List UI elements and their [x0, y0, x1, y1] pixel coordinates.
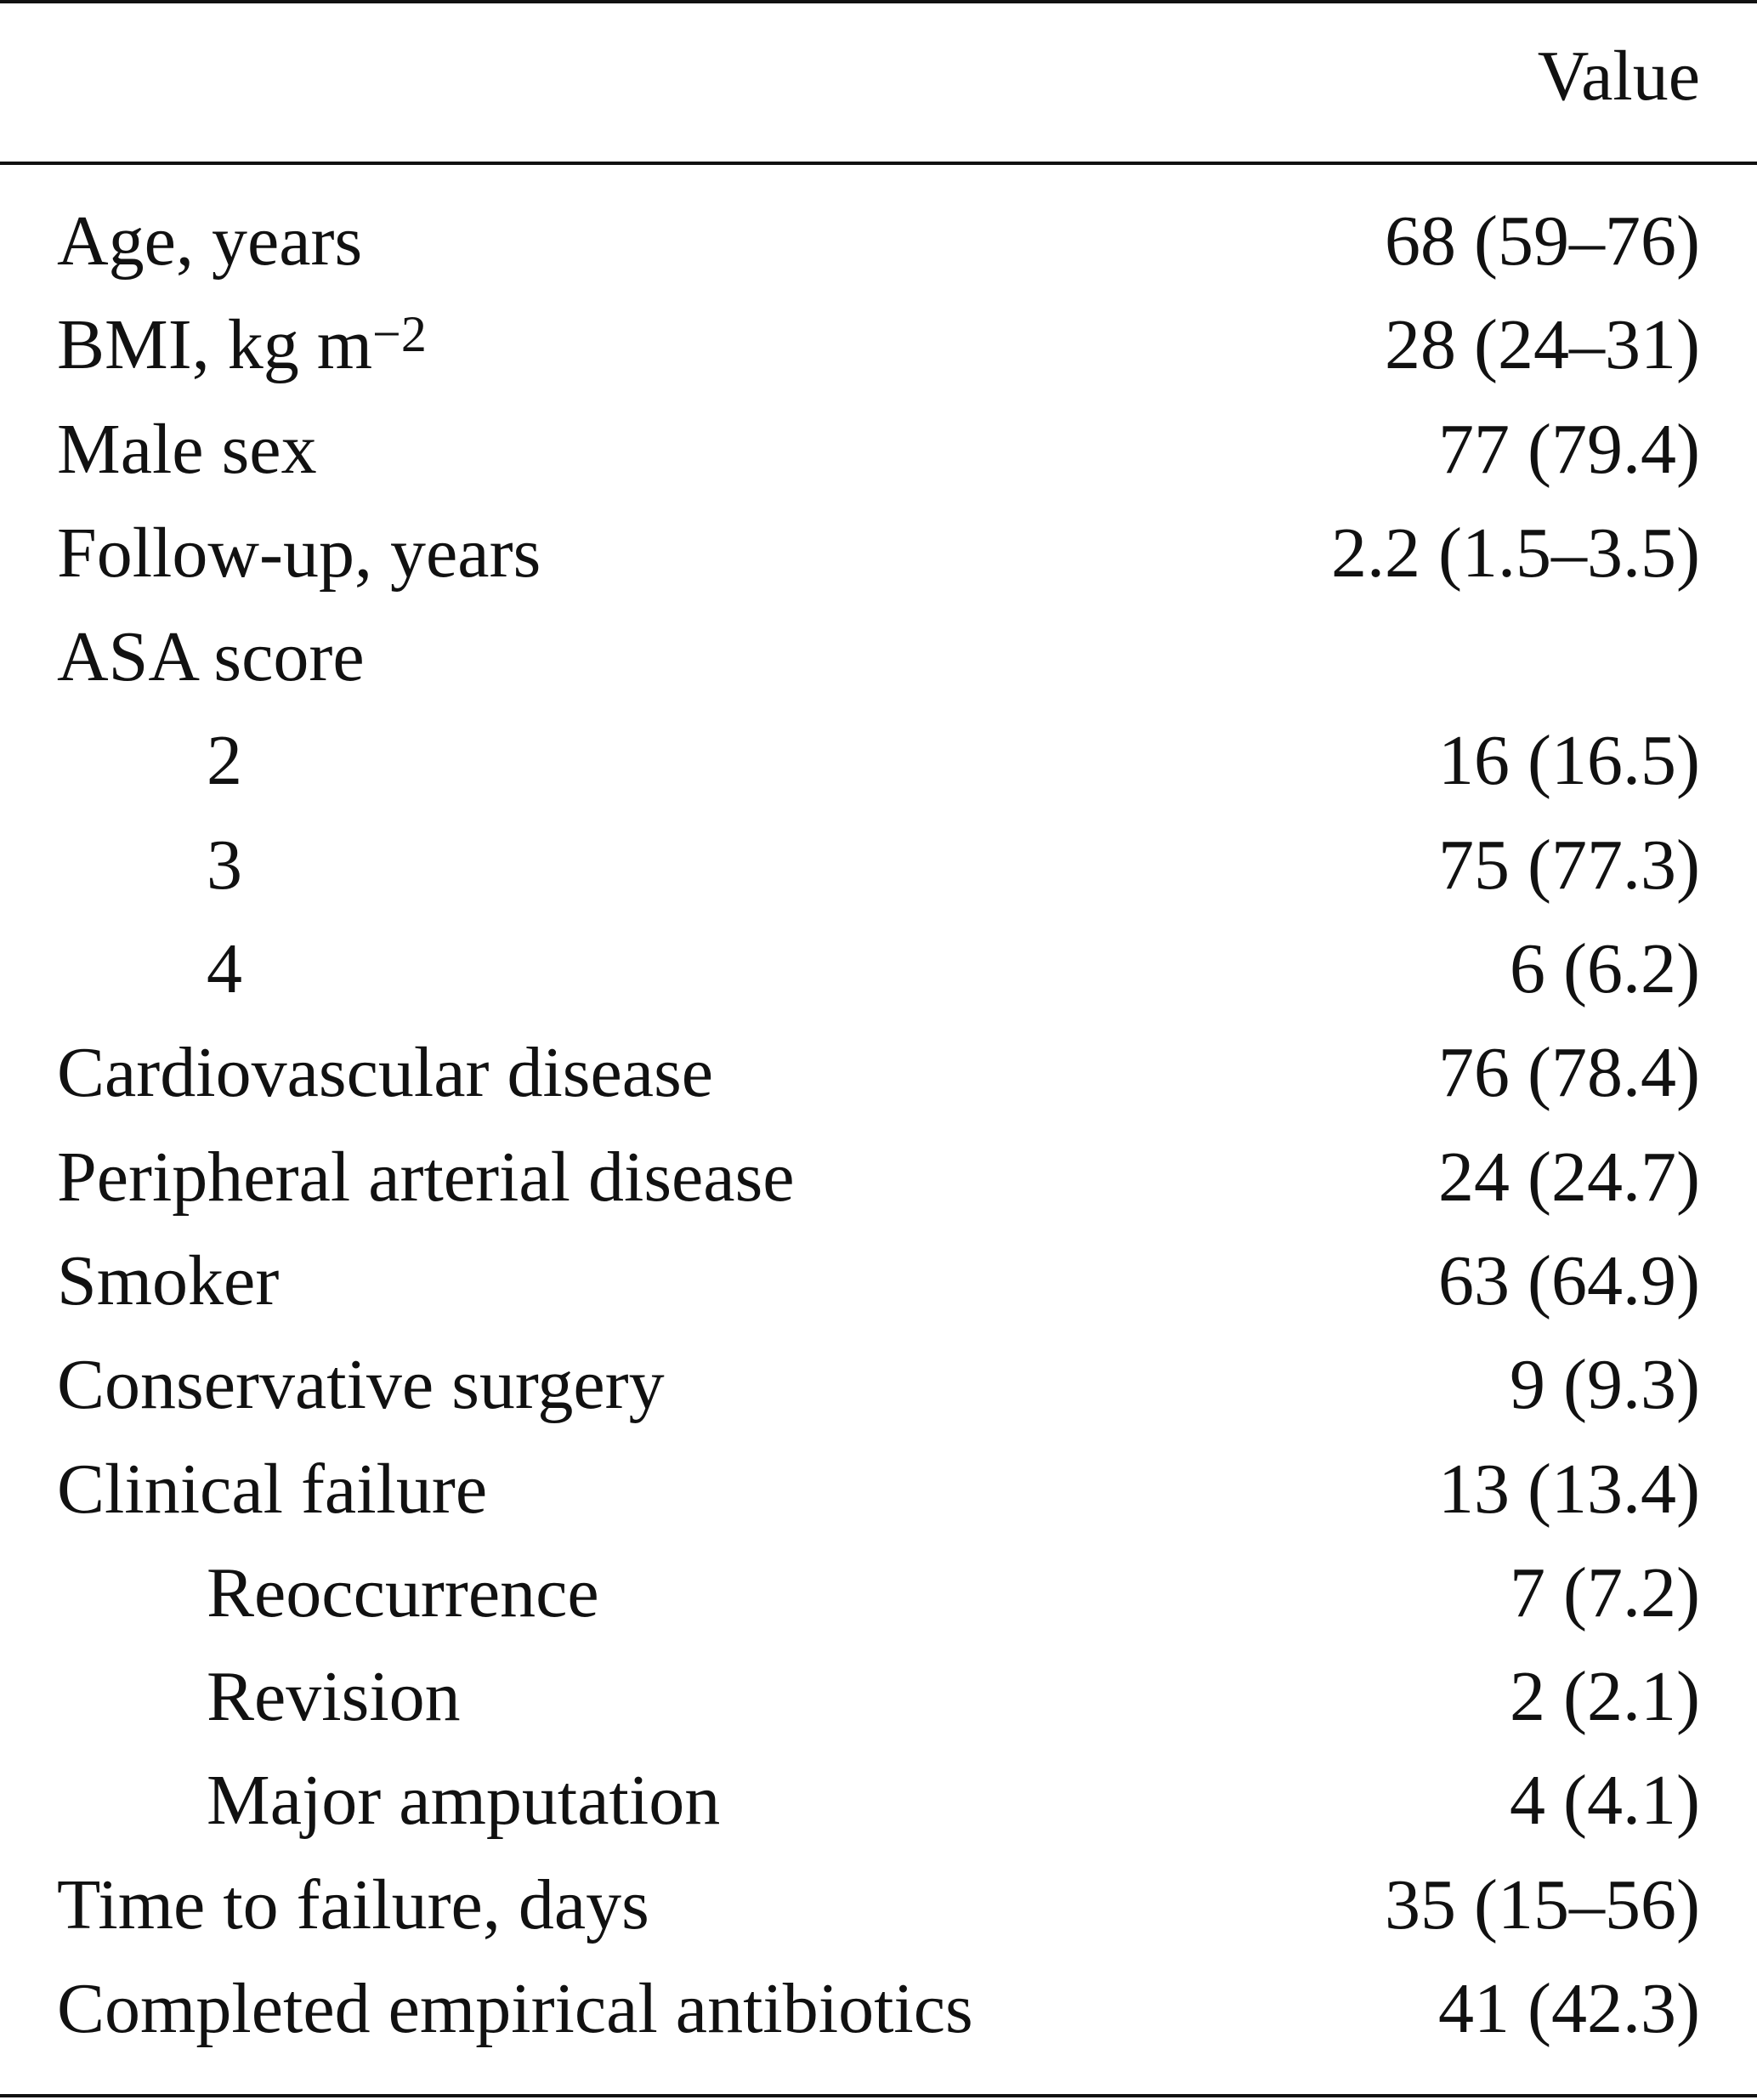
table-row [0, 615, 1757, 718]
row-label-text: Time to failure, days [57, 1864, 649, 1944]
row-value: 9 (9.3) [1510, 1345, 1700, 1425]
table-row [0, 1135, 1757, 1239]
row-value: 35 (15–56) [1385, 1864, 1700, 1944]
row-label-text: Revision [207, 1657, 461, 1737]
column-header-value: Value [1537, 37, 1700, 116]
table-row [0, 1654, 1757, 1758]
row-label [207, 823, 242, 908]
row-label [57, 199, 362, 284]
table-row [0, 1967, 1757, 2070]
table-row [0, 407, 1757, 511]
row-label [207, 1654, 461, 1740]
row-label [207, 718, 242, 803]
row-label [57, 303, 427, 388]
row-value: 13 (13.4) [1438, 1449, 1700, 1529]
row-label [207, 927, 242, 1012]
row-label-text: Completed empirical antibiotics [57, 1969, 973, 2049]
row-label [57, 1135, 795, 1220]
row-label [57, 615, 365, 700]
row-label-text: 4 [207, 929, 242, 1009]
table-row [0, 1863, 1757, 1967]
row-label [57, 407, 317, 492]
row-value: 24 (24.7) [1438, 1137, 1700, 1217]
table-row [0, 1551, 1757, 1654]
row-label-text: Cardiovascular disease [57, 1033, 714, 1113]
row-value: 28 (24–31) [1385, 305, 1700, 385]
row-label [57, 1863, 649, 1948]
row-label-text: ASA score [57, 617, 365, 697]
row-value: 76 (78.4) [1438, 1033, 1700, 1113]
row-value: 63 (64.9) [1438, 1240, 1700, 1320]
row-label-text: BMI, kg m [57, 305, 373, 385]
table-row [0, 1758, 1757, 1862]
table-row [0, 1030, 1757, 1134]
header-rule [0, 162, 1757, 165]
table-body [0, 199, 1757, 2070]
row-label [57, 1967, 973, 2052]
row-label-text: 3 [207, 825, 242, 905]
table-row [0, 718, 1757, 822]
table-row [0, 511, 1757, 615]
row-label [57, 511, 541, 596]
row-label-text: Smoker [57, 1240, 280, 1320]
row-value: 6 (6.2) [1510, 929, 1700, 1009]
table-row [0, 823, 1757, 927]
row-value: 2.2 (1.5–3.5) [1331, 513, 1700, 593]
row-label-text: Peripheral arterial disease [57, 1137, 795, 1217]
bottom-rule [0, 2094, 1757, 2097]
row-label-exponent: −2 [372, 306, 427, 363]
row-value: 75 (77.3) [1438, 825, 1700, 905]
row-label [207, 1551, 599, 1636]
row-value: 68 (59–76) [1385, 201, 1700, 281]
row-value: 16 (16.5) [1438, 721, 1700, 801]
row-label-text: Age, years [57, 201, 363, 281]
table-row [0, 927, 1757, 1030]
row-label [57, 1342, 665, 1427]
row-value: 4 (4.1) [1510, 1761, 1700, 1841]
row-value: 7 (7.2) [1510, 1552, 1700, 1632]
top-rule [0, 0, 1757, 3]
row-label-text: Male sex [57, 409, 317, 489]
table-row [0, 1342, 1757, 1446]
table-row [0, 303, 1757, 406]
table-row [0, 1239, 1757, 1342]
table-row [0, 1447, 1757, 1551]
row-value: 2 (2.1) [1510, 1657, 1700, 1737]
row-label-text: Reoccurrence [207, 1552, 599, 1632]
row-label-text: 2 [207, 721, 242, 801]
row-value: 77 (79.4) [1438, 409, 1700, 489]
row-label [57, 1447, 487, 1532]
row-label [207, 1758, 720, 1843]
row-label-text: Follow-up, years [57, 513, 541, 593]
row-value: 41 (42.3) [1438, 1969, 1700, 2049]
row-label-text: Conservative surgery [57, 1345, 665, 1425]
table-row [0, 199, 1757, 303]
row-label-text: Clinical failure [57, 1449, 488, 1529]
row-label-text: Major amputation [207, 1761, 721, 1841]
row-label [57, 1030, 713, 1115]
row-label [57, 1239, 279, 1324]
